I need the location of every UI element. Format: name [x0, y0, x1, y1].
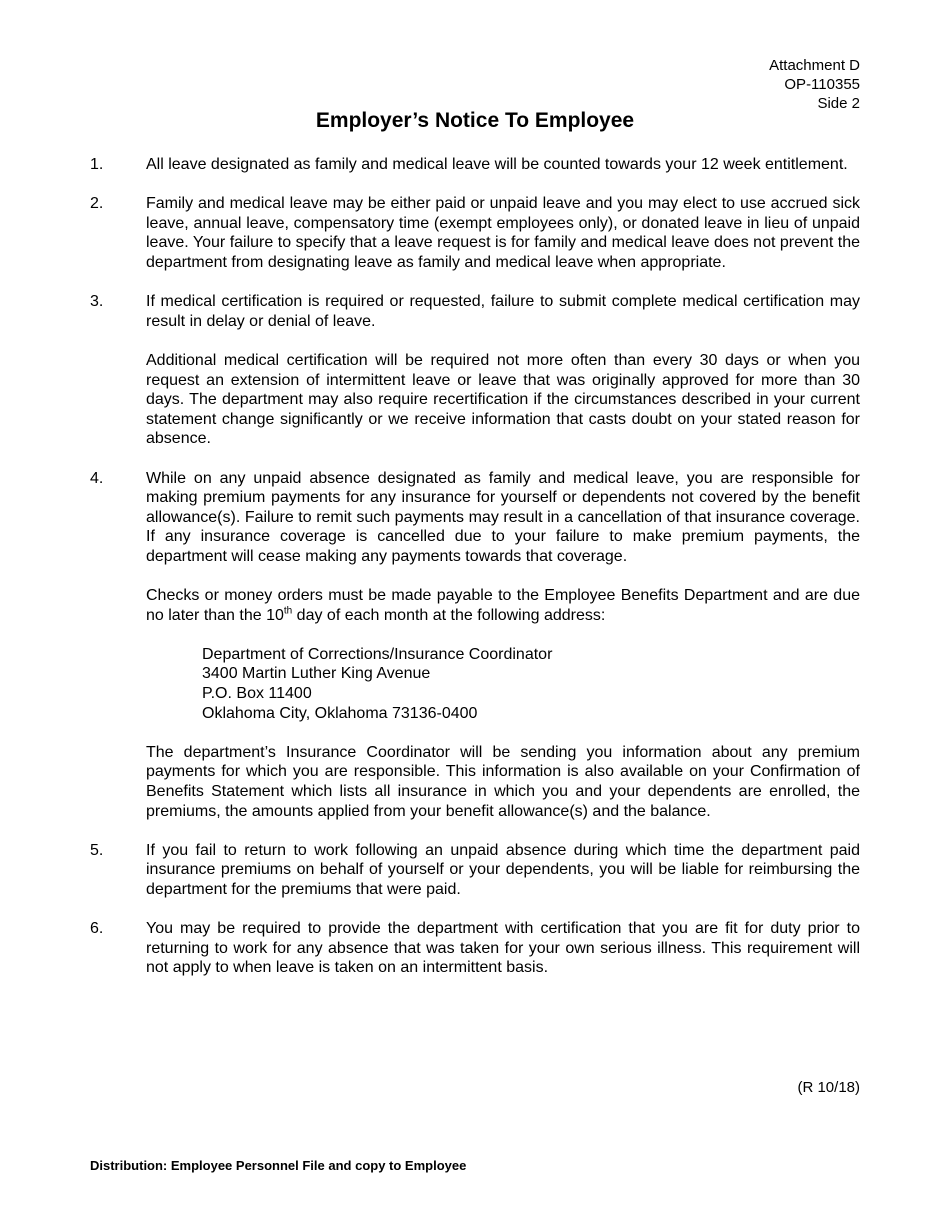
notice-body — [90, 155, 860, 998]
revision-date: (R 10/18) — [797, 1079, 860, 1096]
payment-text-end: day of each month at the following address: — [292, 606, 606, 624]
distribution-note: Distribution: Employee Personnel File and copy to Employee — [90, 1158, 467, 1173]
list-item — [90, 919, 860, 978]
item-number: 2. — [90, 195, 104, 213]
item-paragraph: If medical certification is required or requested, failure to submit complete medical certification may result in delay or denial of leave. — [146, 293, 860, 330]
address-line: Oklahoma City, Oklahoma 73136-0400 — [202, 704, 478, 722]
item-paragraph: You may be required to provide the department with certification that you are fit for duty prior to returning to work for any absence that was taken for your own serious illness. This requirement will not apply to when leave is taken on an intermittent basis. — [146, 920, 860, 977]
policy-number: OP-110355 — [784, 76, 860, 93]
address-line: Department of Corrections/Insurance Coordinator — [202, 645, 553, 663]
page-title: Employer’s Notice To Employee — [315, 109, 635, 132]
attachment-label: Attachment D — [769, 57, 860, 74]
item-paragraph: Family and medical leave may be either paid or unpaid leave and you may elect to use accrued sick leave, annual leave, compensatory time (exempt employees only), or donated leave in lieu of unpaid leave. Your failure to specify that a leave request is for family and medical leave does not prevent the department from designating leave as family and medical leave when appropriate. — [146, 195, 860, 271]
address-line: 3400 Martin Luther King Avenue — [202, 665, 431, 683]
item-number: 3. — [90, 293, 104, 311]
address-line: P.O. Box 11400 — [202, 685, 312, 703]
list-item — [90, 194, 860, 272]
item-body — [146, 919, 860, 978]
item-number: 4. — [90, 469, 104, 487]
item-paragraph: All leave designated as family and medical leave will be counted towards your 12 week entitlement. — [146, 156, 848, 173]
payment-text-start: Checks or money orders must be made payable to the Employee Benefits Department and are due no later than the 10 — [146, 587, 860, 624]
list-item — [90, 841, 860, 900]
item-body — [146, 469, 860, 822]
item-number: 5. — [90, 841, 104, 859]
list-item — [90, 155, 860, 175]
item-body — [146, 292, 860, 449]
document-header — [769, 56, 860, 113]
item-paragraph: The department’s Insurance Coordinator will be sending you information about any premium payments for which you are responsible. This information is also available on your Confirmation of Benefits Statement which lists all insurance in which you and your dependents are enrolled, the premiums, the amounts applied from your benefit allowance(s) and the balance. — [146, 743, 860, 820]
item-paragraph: If you fail to return to work following an unpaid absence during which time the department paid insurance premiums on behalf of yourself or your dependents, you will be liable for reimbursing the department for the premiums that were paid. — [146, 841, 860, 898]
payment-instructions — [146, 586, 860, 625]
item-body — [146, 155, 860, 175]
mailing-address — [202, 645, 860, 723]
item-paragraph: While on any unpaid absence designated as family and medical leave, you are responsible for making premium payments for any insurance for yourself or dependents not covered by the benefit allowance(s). Failure to remit such payments may result in a cancellation of that insurance coverage. If any insurance coverage is cancelled due to your failure to make premium payments, the department will cease making any payments towards that coverage. — [146, 469, 860, 565]
list-item — [90, 469, 860, 822]
item-number: 6. — [90, 920, 104, 938]
item-body — [146, 194, 860, 272]
ordinal-suffix: th — [283, 605, 293, 617]
item-body — [146, 841, 860, 900]
list-item — [90, 292, 860, 449]
side-label: Side 2 — [817, 95, 860, 112]
item-number: 1. — [90, 156, 104, 173]
item-paragraph: Additional medical certification will be required not more often than every 30 days or when you request an extension of intermittent leave or leave that was originally approved for more than 30 days. The department may also require recertification if the circumstances described in your current statement change significantly or we receive information that casts doubt on your stated reason for absence. — [146, 351, 860, 448]
